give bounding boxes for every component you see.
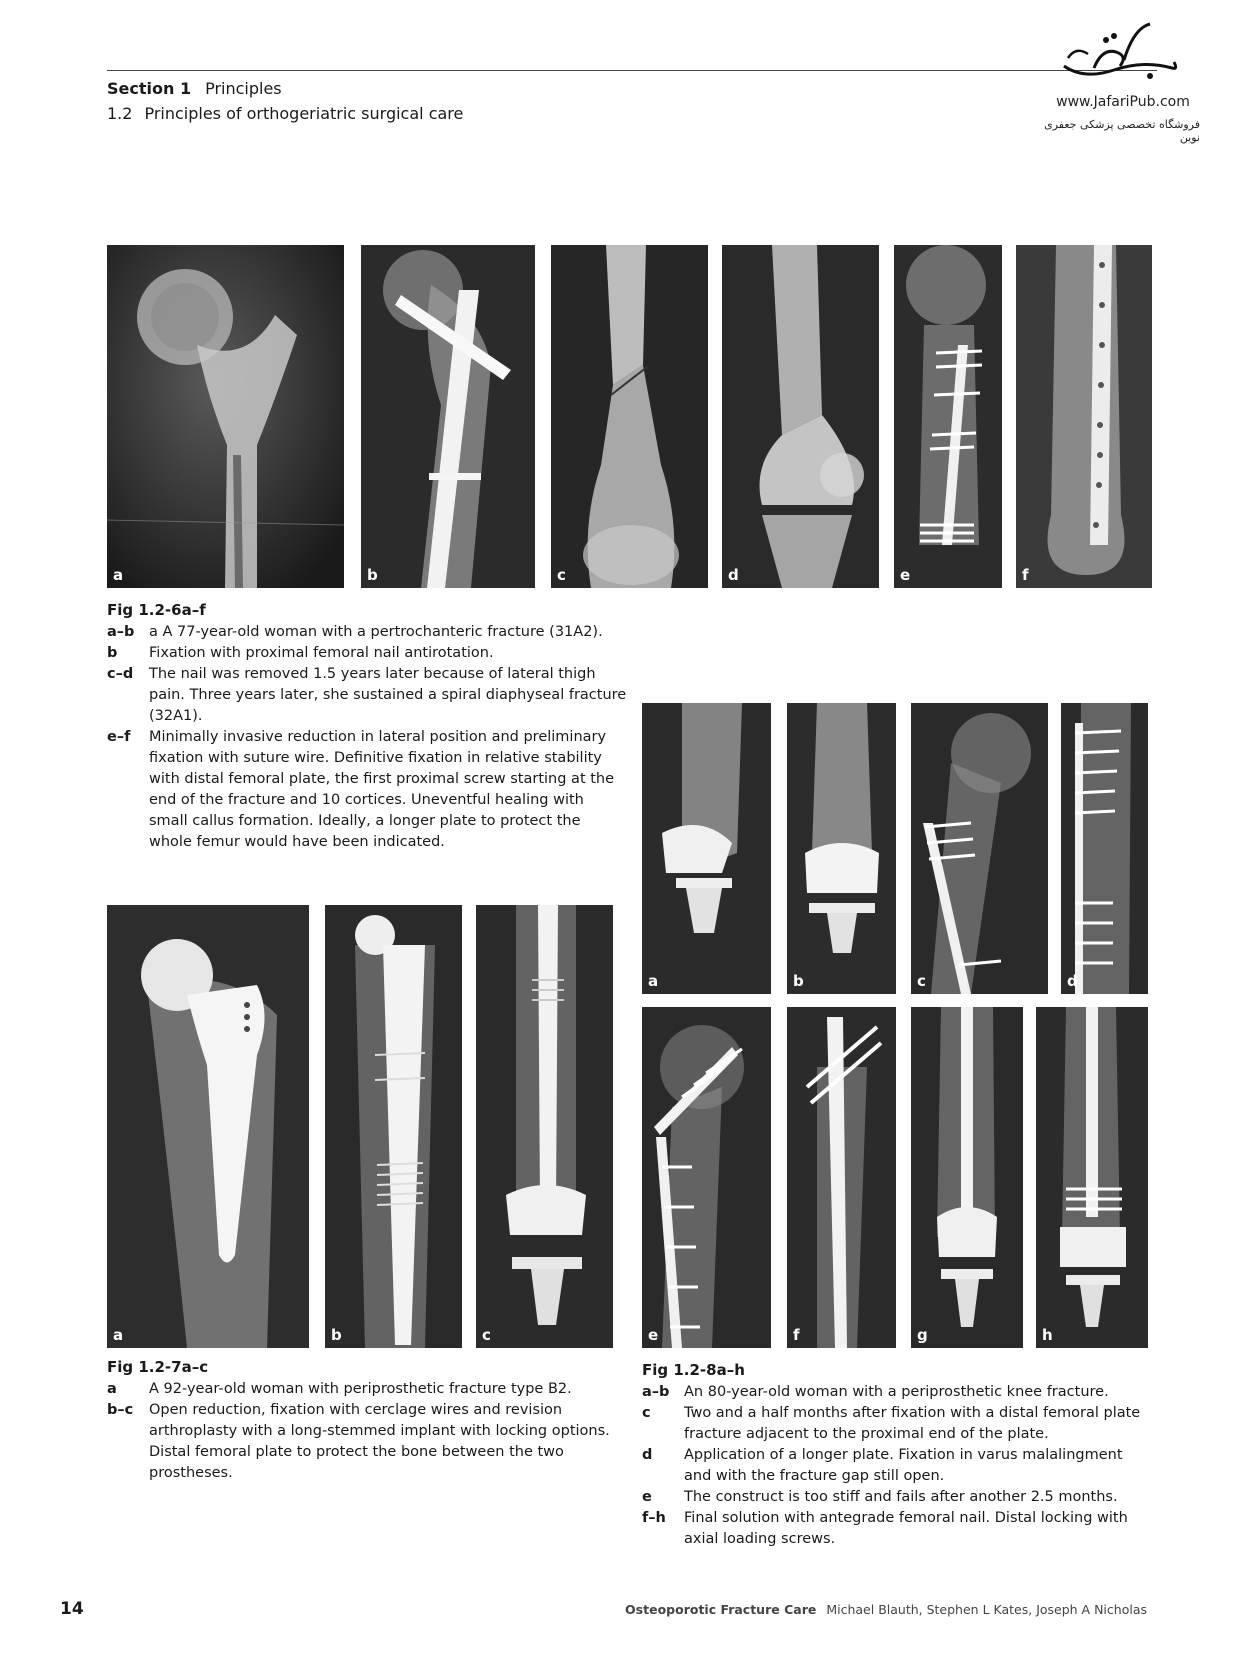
panel-label: f: [1022, 566, 1029, 584]
xray-knee-lateral-image: [722, 245, 879, 588]
xray-plate-fixation-image: [894, 245, 1002, 588]
xray-panel: [551, 245, 708, 588]
subsection-number: 1.2: [107, 104, 133, 123]
xray-hip-fracture-image: [107, 245, 344, 588]
subsection-title: Principles of orthogeriatric surgical care: [144, 104, 464, 123]
xray-panel: [325, 905, 462, 1348]
page-footer: [625, 1602, 1147, 1617]
xray-panel: [1061, 703, 1148, 994]
xray-plate-failure-image: [911, 703, 1048, 994]
panel-label: b: [367, 566, 378, 584]
caption-title: Fig 1.2-6a–f: [107, 601, 206, 619]
caption-item: a A 92-year-old woman with periprosthetic fracture type B2.: [107, 1381, 572, 1397]
book-title: Osteoporotic Fracture Care: [625, 1602, 817, 1617]
panel-label: h: [1042, 1326, 1053, 1344]
figure-caption-6: [107, 600, 627, 853]
panel-label: c: [482, 1326, 491, 1344]
panel-label: c: [917, 972, 926, 990]
xray-panel: [722, 245, 879, 588]
caption-title: Fig 1.2-7a–c: [107, 1358, 209, 1376]
header-rule: [107, 70, 1157, 71]
xray-revision-arthroplasty-image: [325, 905, 462, 1348]
xray-distal-locking-lateral-image: [1036, 1007, 1148, 1348]
xray-knee-periprosthetic-lateral-image: [642, 703, 771, 994]
caption-item: b Fixation with proximal femoral nail antirotation.: [107, 645, 494, 661]
panel-label: a: [113, 566, 124, 584]
xray-panel: [787, 1007, 896, 1348]
xray-diaphyseal-fracture-image: [551, 245, 708, 588]
xray-panel: [361, 245, 535, 588]
caption-item: d Application of a longer plate. Fixation in varus malalingment and with the fracture gap still open.: [642, 1447, 1123, 1484]
xray-panel: [911, 703, 1048, 994]
xray-antegrade-nail-image: [787, 1007, 896, 1348]
panel-label: b: [331, 1326, 342, 1344]
figure-caption-8: [642, 1360, 1152, 1550]
xray-knee-periprosthetic-ap-image: [787, 703, 896, 994]
publisher-tagline: فروشگاه تخصصی پزشکی جعفری نوین: [1044, 118, 1200, 144]
section-title: Principles: [205, 79, 282, 98]
panel-label: f: [793, 1326, 800, 1344]
caption-item: f–h Final solution with antegrade femoral nail. Distal locking with axial loading screws.: [642, 1510, 1128, 1547]
caption-item: e The construct is too stiff and fails after another 2.5 months.: [642, 1489, 1118, 1505]
panel-label: b: [793, 972, 804, 990]
page-number: 14: [60, 1599, 84, 1619]
caption-item: a–b a A 77-year-old woman with a pertrochanteric fracture (31A2).: [107, 624, 603, 640]
figure-caption-7: [107, 1357, 617, 1484]
xray-panel: [107, 905, 309, 1348]
panel-label: d: [728, 566, 739, 584]
xray-construct-failure-image: [642, 1007, 771, 1348]
xray-distal-locking-ap-image: [911, 1007, 1023, 1348]
xray-panel: [642, 703, 771, 994]
caption-item: c Two and a half months after fixation with a distal femoral plate fracture adjacent to the proximal end of the plate.: [642, 1405, 1141, 1442]
section-label: Section 1: [107, 79, 192, 98]
xray-panel: [642, 1007, 771, 1348]
subsection-header: [107, 104, 463, 123]
xray-panel: [894, 245, 1002, 588]
publisher-logo: [1040, 18, 1200, 143]
panel-label: g: [917, 1326, 928, 1344]
book-authors: Michael Blauth, Stephen L Kates, Joseph A Nicholas: [826, 1602, 1147, 1617]
caption-item: e–f Minimally invasive reduction in lateral position and preliminary fixation with suture wire. Definitive fixation in relative stability with distal femoral plate, the first proximal screw starting at the end of the fracture and 10 cortices. Uneventful healing with small callus formation. Ideally, a longer plate to protect the whole femur would have been indicated.: [107, 729, 615, 850]
xray-panel: [787, 703, 896, 994]
xray-healed-plate-image: [1016, 245, 1152, 588]
panel-label: d: [1067, 972, 1078, 990]
caption-item: c–d The nail was removed 1.5 years later because of lateral thigh pain. Three years later, she sustained a spiral diaphyseal fracture (32A1).: [107, 666, 627, 724]
panel-label: e: [648, 1326, 659, 1344]
xray-panel: [911, 1007, 1023, 1348]
panel-label: c: [557, 566, 566, 584]
panel-label: a: [113, 1326, 124, 1344]
xray-panel: [1036, 1007, 1148, 1348]
xray-panel: [1016, 245, 1152, 588]
caption-title: Fig 1.2-8a–h: [642, 1361, 745, 1379]
xray-knee-prosthesis-image: [476, 905, 613, 1348]
calligraphy-logo-icon: [1054, 18, 1184, 88]
section-header: [107, 79, 282, 98]
panel-label: e: [900, 566, 911, 584]
xray-panel: [476, 905, 613, 1348]
xray-panel: [107, 245, 344, 588]
publisher-url: www.JafariPub.com: [1056, 94, 1190, 110]
panel-label: a: [648, 972, 659, 990]
xray-nail-fixation-image: [361, 245, 535, 588]
caption-item: a–b An 80-year-old woman with a periprosthetic knee fracture.: [642, 1384, 1109, 1400]
xray-longer-plate-image: [1061, 703, 1148, 994]
caption-item: b–c Open reduction, fixation with cerclage wires and revision arthroplasty with a long-stemmed implant with locking options. Distal femoral plate to protect the bone between the two prostheses.: [107, 1402, 610, 1481]
xray-hip-prosthesis-image: [107, 905, 309, 1348]
